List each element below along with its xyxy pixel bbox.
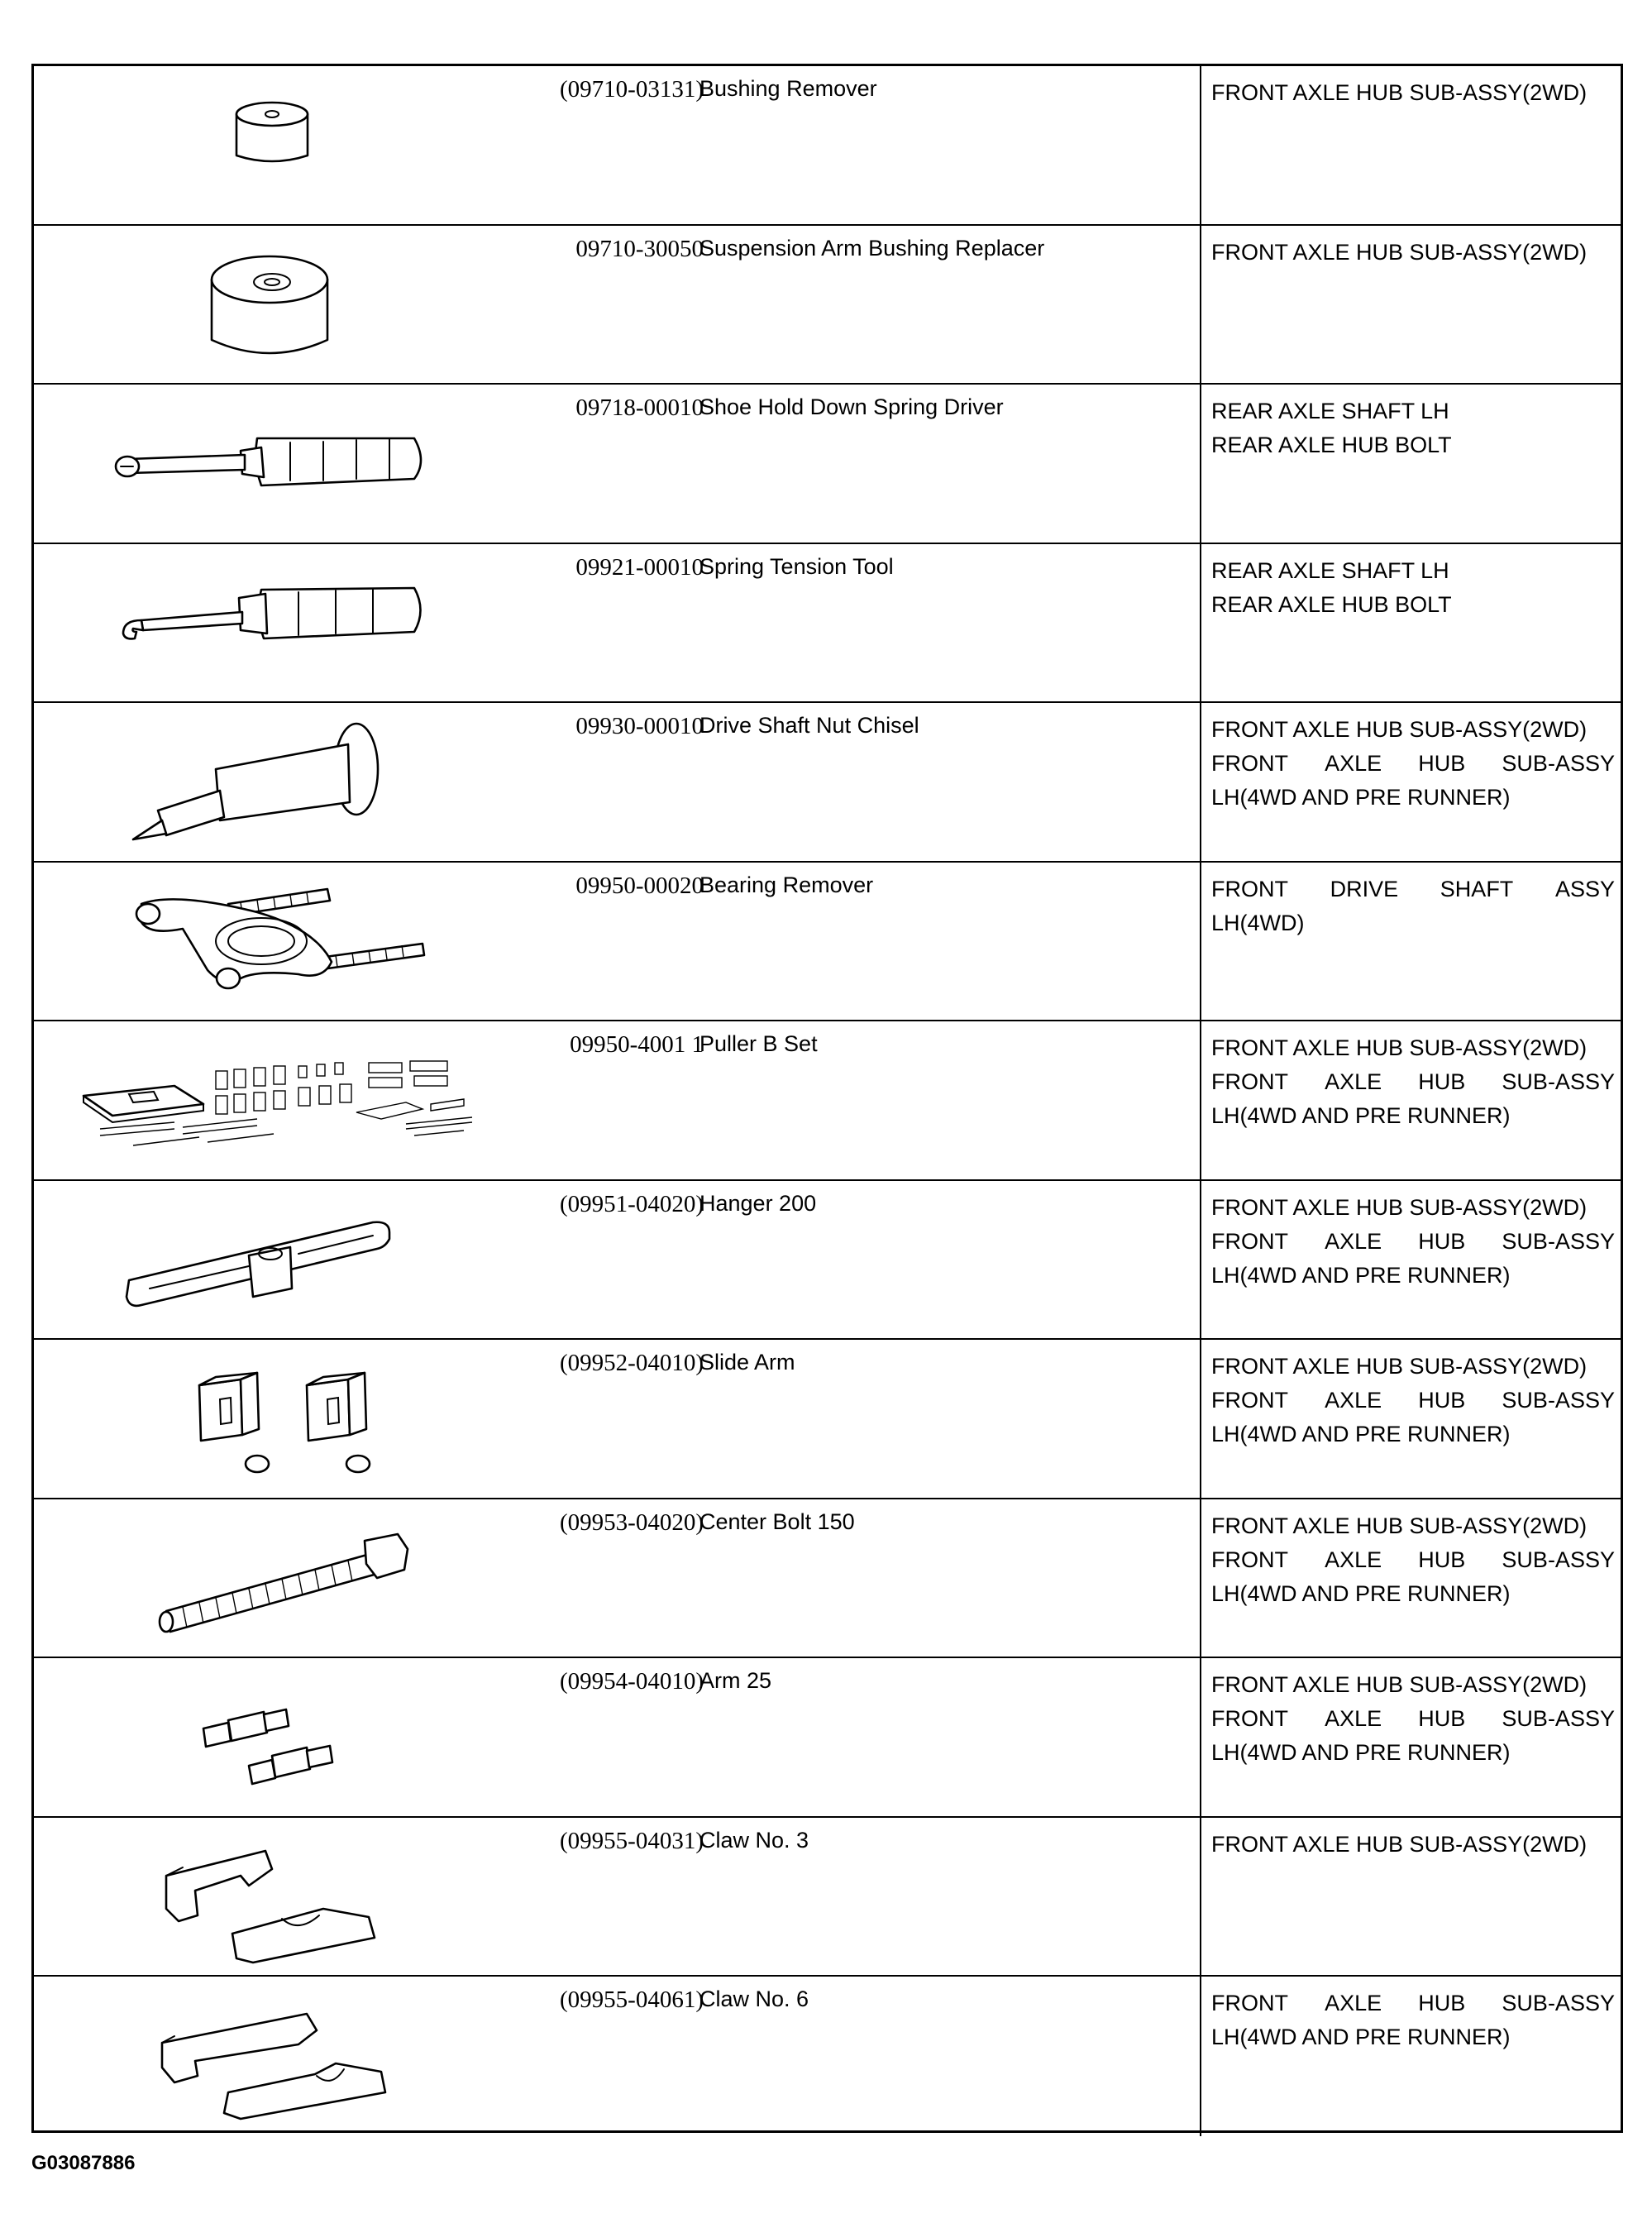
usage-line: FRONT AXLE HUB SUB-ASSY(2WD) <box>1211 1672 1588 1697</box>
usage-word: FRONT <box>1211 1706 1288 1731</box>
part-number: (09954-04010) <box>560 1668 704 1695</box>
bushing-remover-icon <box>50 74 480 217</box>
usage-cell <box>1211 873 1615 940</box>
tool-row <box>34 66 1621 226</box>
usage-word: FRONT <box>1211 751 1288 776</box>
usage-word: HUB <box>1418 1388 1466 1413</box>
usage-line: FRONT AXLE HUB SUB-ASSY(2WD) <box>1211 1513 1588 1538</box>
usage-word: DRIVE <box>1330 876 1399 901</box>
usage-line: REAR AXLE SHAFT LH <box>1211 557 1449 583</box>
usage-word: HUB <box>1418 751 1466 776</box>
part-number: (09951-04020) <box>560 1190 704 1217</box>
figure-id: G03087886 <box>31 2152 136 2174</box>
column-divider <box>1200 544 1201 702</box>
hanger-icon <box>50 1189 480 1332</box>
usage-word: FRONT <box>1211 1991 1288 2015</box>
usage-line: REAR AXLE SHAFT LH <box>1211 399 1449 423</box>
tool-name: Bushing Remover <box>699 76 877 101</box>
usage-line-justified <box>1211 1702 1615 1736</box>
tool-name: Slide Arm <box>699 1350 795 1375</box>
chisel-icon <box>50 711 480 853</box>
usage-word: FRONT <box>1211 876 1288 901</box>
usage-line: LH(4WD AND PRE RUNNER) <box>1211 1422 1511 1446</box>
center-bolt-icon <box>50 1508 480 1650</box>
usage-word: SUB-ASSY <box>1502 1547 1615 1572</box>
part-number: 09718-00010 <box>575 394 704 421</box>
puller-set-icon <box>50 1030 480 1172</box>
part-number: (09710-03131) <box>560 76 704 103</box>
usage-word: ASSY <box>1554 876 1615 901</box>
tool-row <box>34 863 1621 1022</box>
claw-3-icon <box>50 1826 480 1968</box>
tool-name: Shoe Hold Down Spring Driver <box>699 394 1004 419</box>
usage-word: HUB <box>1418 1069 1466 1094</box>
usage-line-justified <box>1211 747 1615 781</box>
usage-line-justified <box>1211 1065 1615 1099</box>
usage-word: SUB-ASSY <box>1502 1706 1615 1731</box>
usage-line: FRONT AXLE HUB SUB-ASSY(2WD) <box>1211 1194 1588 1220</box>
part-number: 09710-30050 <box>575 235 704 262</box>
column-divider <box>1200 1977 1201 2136</box>
part-number: 09930-00010 <box>575 713 704 739</box>
tool-row <box>34 703 1621 863</box>
spring-tension-tool-icon <box>50 552 480 695</box>
tool-row <box>34 1499 1621 1659</box>
special-tools-table <box>31 64 1623 2133</box>
column-divider <box>1200 66 1201 224</box>
usage-cell <box>1211 713 1615 815</box>
column-divider <box>1200 863 1201 1021</box>
usage-line: REAR AXLE HUB BOLT <box>1211 433 1452 457</box>
slide-arm-icon <box>50 1348 480 1490</box>
usage-line-justified <box>1211 1543 1615 1577</box>
claw-6-icon <box>50 1985 480 2127</box>
usage-word: AXLE <box>1325 751 1382 776</box>
tool-name: Claw No. 6 <box>699 1987 809 2011</box>
usage-word: SUB-ASSY <box>1502 1069 1615 1094</box>
usage-word: FRONT <box>1211 1228 1288 1254</box>
usage-line-justified <box>1211 1225 1615 1259</box>
usage-line: LH(4WD AND PRE RUNNER) <box>1211 1580 1511 1606</box>
usage-cell <box>1211 554 1615 622</box>
usage-cell <box>1211 1350 1615 1451</box>
usage-cell <box>1211 1191 1615 1293</box>
part-number: (09955-04061) <box>560 1987 704 2013</box>
usage-line-justified <box>1211 1987 1615 2020</box>
usage-line: LH(4WD) <box>1211 910 1305 935</box>
column-divider <box>1200 1181 1201 1339</box>
usage-word: HUB <box>1418 1991 1466 2015</box>
tool-row <box>34 1340 1621 1499</box>
usage-word: AXLE <box>1325 1228 1382 1254</box>
tool-row <box>34 1818 1621 1977</box>
tool-row <box>34 1181 1621 1341</box>
usage-line: LH(4WD AND PRE RUNNER) <box>1211 1740 1511 1765</box>
tool-name: Claw No. 3 <box>699 1827 809 1853</box>
usage-line: LH(4WD AND PRE RUNNER) <box>1211 1262 1511 1288</box>
usage-line: REAR AXLE HUB BOLT <box>1211 591 1452 617</box>
part-number: (09955-04031) <box>560 1827 704 1854</box>
bearing-remover-icon <box>50 871 480 1013</box>
usage-word: HUB <box>1418 1706 1466 1731</box>
usage-cell <box>1211 1031 1615 1133</box>
usage-line: FRONT AXLE HUB SUB-ASSY(2WD) <box>1211 1831 1588 1857</box>
part-number: 09921-00010 <box>575 553 704 581</box>
usage-word: SUB-ASSY <box>1502 1228 1615 1254</box>
usage-line: FRONT AXLE HUB SUB-ASSY(2WD) <box>1211 717 1588 742</box>
usage-word: AXLE <box>1325 1547 1382 1572</box>
tool-row <box>34 544 1621 704</box>
usage-word: HUB <box>1418 1547 1466 1572</box>
tool-row <box>34 1977 1621 2136</box>
tool-name: Puller B Set <box>699 1031 818 1056</box>
usage-cell <box>1211 1509 1615 1611</box>
column-divider <box>1200 703 1201 861</box>
usage-word: SHAFT <box>1440 876 1514 901</box>
tool-name: Center Bolt 150 <box>699 1508 855 1534</box>
usage-word: FRONT <box>1211 1388 1288 1413</box>
tool-name: Bearing Remover <box>699 872 874 897</box>
column-divider <box>1200 1021 1201 1179</box>
tool-row <box>34 1658 1621 1818</box>
tool-name: Drive Shaft Nut Chisel <box>699 713 919 738</box>
column-divider <box>1200 226 1201 384</box>
usage-line: FRONT AXLE HUB SUB-ASSY(2WD) <box>1211 239 1588 265</box>
arm-icon <box>50 1666 480 1809</box>
column-divider <box>1200 1340 1201 1498</box>
tool-name: Spring Tension Tool <box>699 553 894 579</box>
column-divider <box>1200 385 1201 543</box>
column-divider <box>1200 1818 1201 1976</box>
part-number: (09953-04020) <box>560 1508 704 1536</box>
tool-name: Suspension Arm Bushing Replacer <box>699 235 1045 261</box>
part-number: 09950-4001 1 <box>570 1031 704 1058</box>
usage-line: FRONT AXLE HUB SUB-ASSY(2WD) <box>1211 80 1588 105</box>
usage-cell <box>1211 394 1615 462</box>
usage-cell <box>1211 236 1615 270</box>
usage-word: AXLE <box>1325 1069 1382 1094</box>
part-number: (09952-04010) <box>560 1350 704 1376</box>
usage-line-justified <box>1211 1384 1615 1418</box>
usage-line: FRONT AXLE HUB SUB-ASSY(2WD) <box>1211 1035 1588 1060</box>
usage-word: SUB-ASSY <box>1502 1388 1615 1413</box>
bushing-replacer-icon <box>50 234 480 376</box>
usage-cell <box>1211 1668 1615 1770</box>
tool-row <box>34 226 1621 385</box>
usage-line: LH(4WD AND PRE RUNNER) <box>1211 2025 1511 2049</box>
column-divider <box>1200 1658 1201 1816</box>
usage-word: FRONT <box>1211 1069 1288 1094</box>
part-number: 09950-00020 <box>575 872 704 899</box>
usage-word: AXLE <box>1325 1991 1382 2015</box>
tool-name: Arm 25 <box>699 1668 772 1693</box>
usage-word: SUB-ASSY <box>1502 1991 1615 2015</box>
tool-row <box>34 385 1621 544</box>
usage-line: LH(4WD AND PRE RUNNER) <box>1211 785 1511 810</box>
column-divider <box>1200 1499 1201 1657</box>
usage-line: LH(4WD AND PRE RUNNER) <box>1211 1103 1511 1128</box>
usage-cell <box>1211 1828 1615 1862</box>
usage-line-justified <box>1211 873 1615 906</box>
usage-word: AXLE <box>1325 1706 1382 1731</box>
tool-row <box>34 1021 1621 1181</box>
usage-word: SUB-ASSY <box>1502 751 1615 776</box>
usage-word: FRONT <box>1211 1547 1288 1572</box>
spring-driver-icon <box>50 393 480 535</box>
tool-name: Hanger 200 <box>699 1190 817 1216</box>
usage-cell <box>1211 76 1615 110</box>
usage-cell <box>1211 1987 1615 2054</box>
usage-word: AXLE <box>1325 1388 1382 1413</box>
usage-word: HUB <box>1418 1228 1466 1254</box>
usage-line: FRONT AXLE HUB SUB-ASSY(2WD) <box>1211 1354 1588 1379</box>
